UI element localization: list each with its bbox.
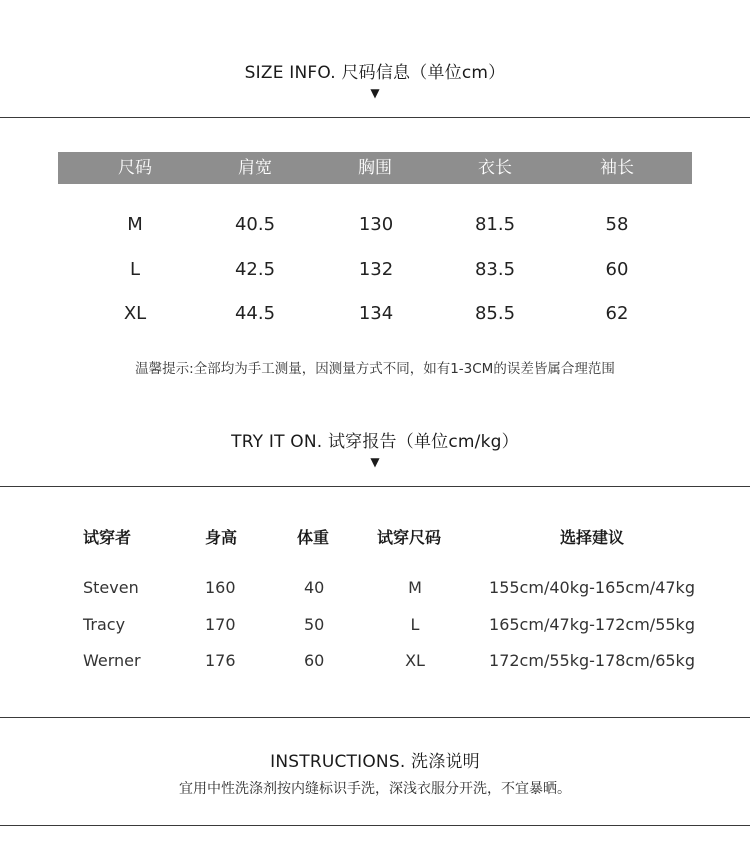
weight-cell: 40 <box>304 578 325 597</box>
wearer-cell: Steven <box>83 578 139 597</box>
down-arrow-icon: ▼ <box>370 455 380 469</box>
chest-cell: 132 <box>358 259 394 280</box>
wearer-cell: Tracy <box>83 615 126 634</box>
column-header-tried-size: 试穿尺码 <box>377 528 442 547</box>
column-header-height: 身高 <box>205 528 238 547</box>
column-header-wearer: 试穿者 <box>83 528 132 547</box>
sleeve-cell: 58 <box>605 214 629 235</box>
section-divider <box>0 717 750 718</box>
tried-size-cell: M <box>408 578 422 597</box>
section-divider <box>0 825 750 826</box>
size-table-row <box>0 258 750 282</box>
tried-size-cell: XL <box>405 651 425 670</box>
size-info-title: SIZE INFO. 尺码信息（单位cm） <box>244 63 506 83</box>
tried-size-cell: L <box>410 615 420 634</box>
size-table-row <box>0 213 750 237</box>
column-header-length: 衣长 <box>478 158 512 178</box>
measurement-note: 温馨提示:全部均为手工测量，因测量方式不同，如有1-3CM的误差皆属合理范围 <box>135 361 615 377</box>
shoulder-cell: 42.5 <box>234 259 276 280</box>
length-cell: 81.5 <box>474 214 516 235</box>
size-cell: M <box>127 214 143 235</box>
instructions-title: INSTRUCTIONS. 洗涤说明 <box>270 752 480 772</box>
shoulder-cell: 40.5 <box>234 214 276 235</box>
shoulder-cell: 44.5 <box>234 303 276 324</box>
column-header-size: 尺码 <box>118 158 152 178</box>
column-header-sleeve: 袖长 <box>600 158 634 178</box>
recommendation-cell: 155cm/40kg-165cm/47kg <box>489 578 695 597</box>
column-header-weight: 体重 <box>297 528 330 547</box>
wearer-cell: Werner <box>83 651 141 670</box>
height-cell: 170 <box>205 615 236 634</box>
size-cell: XL <box>123 303 147 324</box>
chest-cell: 134 <box>358 303 394 324</box>
try-on-title: TRY IT ON. 试穿报告（单位cm/kg） <box>231 432 519 452</box>
column-header-chest: 胸围 <box>358 158 392 178</box>
height-cell: 160 <box>205 578 236 597</box>
sleeve-cell: 60 <box>605 259 629 280</box>
section-divider <box>0 486 750 487</box>
sleeve-cell: 62 <box>605 303 629 324</box>
recommendation-cell: 165cm/47kg-172cm/55kg <box>489 615 695 634</box>
size-table-header <box>58 152 692 184</box>
weight-cell: 60 <box>304 651 325 670</box>
length-cell: 83.5 <box>474 259 516 280</box>
height-cell: 176 <box>205 651 236 670</box>
length-cell: 85.5 <box>474 303 516 324</box>
washing-instructions: 宜用中性洗涤剂按内缝标识手洗，深浅衣服分开洗，不宜暴晒。 <box>179 781 571 797</box>
column-header-recommendation: 选择建议 <box>559 528 624 547</box>
recommendation-cell: 172cm/55kg-178cm/65kg <box>489 651 695 670</box>
size-cell: L <box>129 259 141 280</box>
down-arrow-icon: ▼ <box>370 86 380 100</box>
section-divider <box>0 117 750 118</box>
size-table-row <box>0 302 750 326</box>
column-header-shoulder: 肩宽 <box>238 158 272 178</box>
chest-cell: 130 <box>358 214 394 235</box>
weight-cell: 50 <box>304 615 325 634</box>
